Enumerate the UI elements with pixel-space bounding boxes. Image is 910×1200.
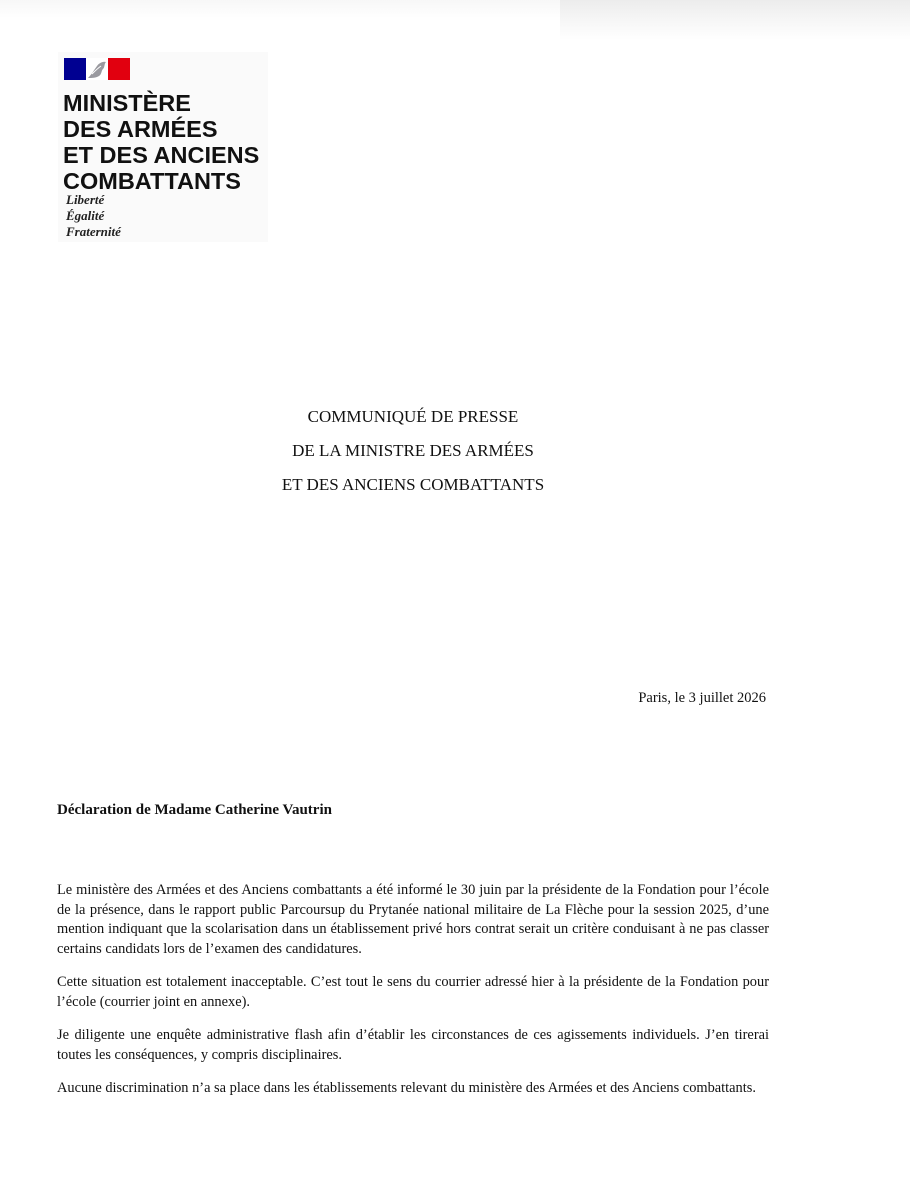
statement-paragraph: Aucune discrimination n’a sa place dans les établissements relevant du ministère des Armées et des Anciens combattants. bbox=[57, 1080, 756, 1096]
statement-body bbox=[57, 881, 769, 1113]
statement-paragraph: Je diligente une enquête administrative flash afin d’établir les circonstances de ces agissements individuels. J’en tirerai toutes les conséquences, y compris disciplinaires. bbox=[57, 1027, 769, 1063]
motto-line: Égalité bbox=[66, 208, 105, 223]
scan-edge-shadow bbox=[0, 0, 560, 18]
title-line: ET DES ANCIENS COMBATTANTS bbox=[281, 475, 545, 494]
motto-line: Fraternité bbox=[66, 224, 121, 239]
ministry-name-line: MINISTÈRE bbox=[63, 90, 191, 116]
statement-paragraph: Cette situation est totalement inacceptable. C’est tout le sens du courrier adressé hier à la présidente de la Fondation pour l’école (courrier joint en annexe). bbox=[57, 974, 769, 1010]
ministry-name-line: DES ARMÉES bbox=[63, 116, 218, 142]
scan-corner-shadow bbox=[560, 0, 910, 40]
motto-line: Liberté bbox=[66, 192, 105, 207]
title-line: COMMUNIQUÉ DE PRESSE bbox=[307, 407, 519, 426]
statement-paragraph: Le ministère des Armées et des Anciens combattants a été informé le 30 juin par la présidente de la Fondation pour l’école de la présence, dans le rapport public Parcoursup du Prytanée national militaire de La Flèche pour la session 2025, d’une mention indiquant que la scolarisation dans un établissement privé hors contrat serait un critère conduisant à ne pas classer certains candidats lors de l’examen des candidatures. bbox=[57, 882, 769, 957]
republic-motto bbox=[66, 192, 121, 240]
ministry-logo bbox=[58, 52, 268, 242]
press-release-title bbox=[0, 400, 826, 502]
ministry-name-line: ET DES ANCIENS bbox=[63, 142, 260, 168]
ministry-name-line: COMBATTANTS bbox=[63, 168, 241, 194]
title-line: DE LA MINISTRE DES ARMÉES bbox=[292, 441, 534, 460]
release-date: Paris, le 3 juillet 2026 bbox=[638, 690, 766, 706]
marianne-flag-icon bbox=[64, 56, 130, 82]
ministry-name bbox=[63, 90, 259, 194]
declaration-heading: Déclaration de Madame Catherine Vautrin bbox=[57, 802, 332, 818]
